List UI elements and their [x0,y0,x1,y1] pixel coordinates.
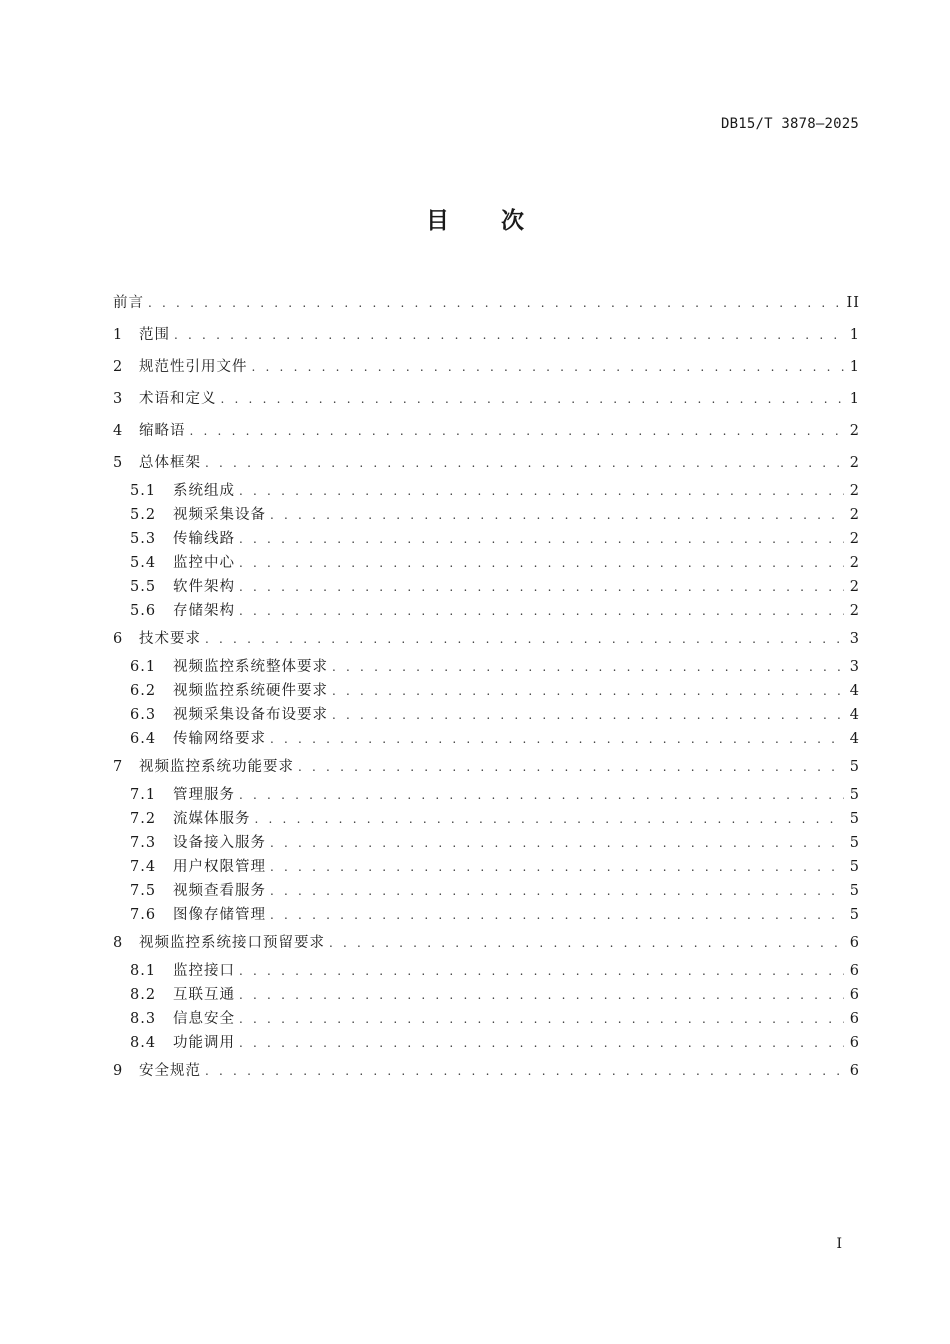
toc-leader-dots [239,575,844,599]
toc-entry-page: 2 [849,483,860,499]
toc-entry-number: 6.1 [130,659,157,675]
toc-entry-number: 8.3 [130,1011,157,1027]
toc-entry-label: 视频监控系统功能要求 [139,759,294,775]
toc-entry-page: 6 [849,1035,860,1051]
toc-entry-number: 7.3 [130,835,157,851]
toc-entry-number: 5.3 [130,531,157,547]
toc-entry-number: 8.4 [130,1035,157,1051]
toc-entry[interactable] [113,783,860,807]
toc-entry-number: 8.2 [130,987,157,1003]
toc-entry-page: 6 [849,987,860,1003]
toc-entry-number: 1 [113,327,123,343]
toc-entry[interactable] [113,807,860,831]
toc-leader-dots [190,415,844,447]
toc-entry-page: 4 [849,683,860,699]
toc-entry-label: 安全规范 [139,1063,201,1079]
toc-entry[interactable] [113,831,860,855]
toc-entry-label: 视频监控系统硬件要求 [173,683,328,699]
toc-leader-dots [255,807,844,831]
toc-entry-page: 5 [849,759,860,775]
toc-entry[interactable] [113,551,860,575]
toc-leader-dots [239,983,844,1007]
toc-leader-dots [148,287,841,319]
page-number: I [836,1236,842,1252]
toc-entry-page: 6 [849,1063,860,1079]
toc-leader-dots [332,679,844,703]
toc-leader-dots [239,783,844,807]
toc-entry-page: 6 [849,963,860,979]
toc-entry-number: 5.5 [130,579,157,595]
toc-entry-label: 存储架构 [173,603,235,619]
toc-entry[interactable] [113,983,860,1007]
toc-entry-label: 技术要求 [139,631,201,647]
toc-entry[interactable] [113,655,860,679]
toc-entry-number: 6.3 [130,707,157,723]
toc-entry-number: 6.4 [130,731,157,747]
toc-entry-page: 3 [849,631,860,647]
toc-leader-dots [205,1055,844,1087]
toc-entry-page: 5 [849,883,860,899]
toc-entry-label: 视频采集设备 [173,507,266,523]
toc-entry-number: 5.2 [130,507,157,523]
toc-entry[interactable] [113,1055,860,1087]
toc-entry-number: 3 [113,391,123,407]
toc-entry-label: 功能调用 [173,1035,235,1051]
toc-leader-dots [270,727,844,751]
toc-leader-dots [270,831,844,855]
toc-entry-page: 1 [849,391,860,407]
toc-entry-label: 互联互通 [173,987,235,1003]
toc-entry[interactable] [113,351,860,383]
toc-leader-dots [270,855,844,879]
toc-leader-dots [239,551,844,575]
toc-entry-number: 6 [113,631,123,647]
toc-leader-dots [332,655,844,679]
toc-leader-dots [329,927,844,959]
toc-entry-page: 4 [849,731,860,747]
toc-entry[interactable] [113,903,860,927]
toc-entry-label: 系统组成 [173,483,235,499]
toc-entry-page: 5 [849,787,860,803]
toc-leader-dots [221,383,844,415]
toc-entry-label: 缩略语 [139,423,186,439]
toc-entry-number: 8 [113,935,123,951]
toc-entry-page: II [846,295,860,311]
toc-entry-number: 5 [113,455,123,471]
toc-entry-page: 2 [849,455,860,471]
toc-entry-page: 6 [849,1011,860,1027]
toc-entry-page: 1 [849,359,860,375]
toc-entry[interactable] [113,751,860,783]
toc-leader-dots [239,527,844,551]
toc-leader-dots [239,599,844,623]
toc-entry-label: 前言 [113,295,144,311]
toc-entry[interactable] [113,383,860,415]
toc-leader-dots [239,479,844,503]
toc-leader-dots [270,879,844,903]
toc-entry-label: 术语和定义 [139,391,217,407]
toc-leader-dots [205,447,844,479]
toc-entry[interactable] [113,599,860,623]
toc-entry[interactable] [113,287,860,319]
toc-entry-page: 2 [849,531,860,547]
toc-entry-page: 4 [849,707,860,723]
toc-entry[interactable] [113,319,860,351]
toc-entry[interactable] [113,855,860,879]
title-char-2: 次 [501,208,524,234]
toc-leader-dots [239,959,844,983]
toc-entry-number: 7.2 [130,811,157,827]
toc-entry-page: 2 [849,579,860,595]
toc-entry-label: 视频监控系统接口预留要求 [139,935,325,951]
toc-entry[interactable] [113,503,860,527]
toc-entry-label: 视频采集设备布设要求 [173,707,328,723]
toc-entry-number: 7 [113,759,123,775]
toc-entry-label: 视频查看服务 [173,883,266,899]
toc-entry-label: 范围 [139,327,170,343]
toc-entry-page: 2 [849,603,860,619]
toc-entry-page: 5 [849,811,860,827]
toc-entry-label: 总体框架 [139,455,201,471]
toc-leader-dots [270,503,844,527]
toc-leader-dots [205,623,844,655]
toc-entry[interactable] [113,447,860,479]
page-title [0,202,950,235]
toc-entry-label: 视频监控系统整体要求 [173,659,328,675]
toc-entry-number: 2 [113,359,123,375]
toc-entry[interactable] [113,575,860,599]
toc-entry-label: 信息安全 [173,1011,235,1027]
toc-leader-dots [174,319,844,351]
toc-entry-page: 6 [849,935,860,951]
table-of-contents [113,287,860,1087]
toc-entry-label: 监控接口 [173,963,235,979]
toc-entry-label: 传输线路 [173,531,235,547]
toc-entry-number: 7.4 [130,859,157,875]
document-code: DB15/T 3878—2025 [720,116,859,132]
title-char-1: 目 [426,208,449,234]
toc-entry-number: 6.2 [130,683,157,699]
toc-entry-label: 管理服务 [173,787,235,803]
toc-entry-number: 7.5 [130,883,157,899]
toc-entry-number: 7.1 [130,787,157,803]
toc-entry-page: 5 [849,907,860,923]
toc-entry-label: 设备接入服务 [173,835,266,851]
toc-entry[interactable] [113,623,860,655]
toc-entry-page: 3 [849,659,860,675]
toc-entry[interactable] [113,879,860,903]
toc-entry-page: 2 [849,507,860,523]
toc-entry-page: 2 [849,423,860,439]
toc-entry-number: 5.4 [130,555,157,571]
toc-leader-dots [270,903,844,927]
toc-leader-dots [239,1031,844,1055]
toc-entry-number: 8.1 [130,963,157,979]
toc-entry[interactable] [113,479,860,503]
toc-entry-label: 软件架构 [173,579,235,595]
toc-entry[interactable] [113,1007,860,1031]
toc-entry-page: 1 [849,327,860,343]
toc-entry-label: 流媒体服务 [173,811,251,827]
toc-entry-label: 图像存储管理 [173,907,266,923]
toc-entry-number: 9 [113,1063,123,1079]
toc-leader-dots [239,1007,844,1031]
toc-entry[interactable] [113,927,860,959]
toc-entry[interactable] [113,679,860,703]
toc-entry-page: 5 [849,859,860,875]
toc-entry-number: 7.6 [130,907,157,923]
toc-entry-number: 5.1 [130,483,157,499]
toc-entry[interactable] [113,703,860,727]
toc-entry-page: 2 [849,555,860,571]
toc-entry-label: 传输网络要求 [173,731,266,747]
toc-entry[interactable] [113,959,860,983]
toc-leader-dots [252,351,844,383]
toc-entry-number: 5.6 [130,603,157,619]
toc-entry-page: 5 [849,835,860,851]
toc-entry[interactable] [113,727,860,751]
toc-entry-number: 4 [113,423,123,439]
toc-entry[interactable] [113,527,860,551]
toc-leader-dots [332,703,844,727]
toc-entry-label: 用户权限管理 [173,859,266,875]
toc-entry-label: 监控中心 [173,555,235,571]
toc-leader-dots [298,751,844,783]
toc-entry-label: 规范性引用文件 [139,359,248,375]
toc-entry[interactable] [113,415,860,447]
toc-entry[interactable] [113,1031,860,1055]
